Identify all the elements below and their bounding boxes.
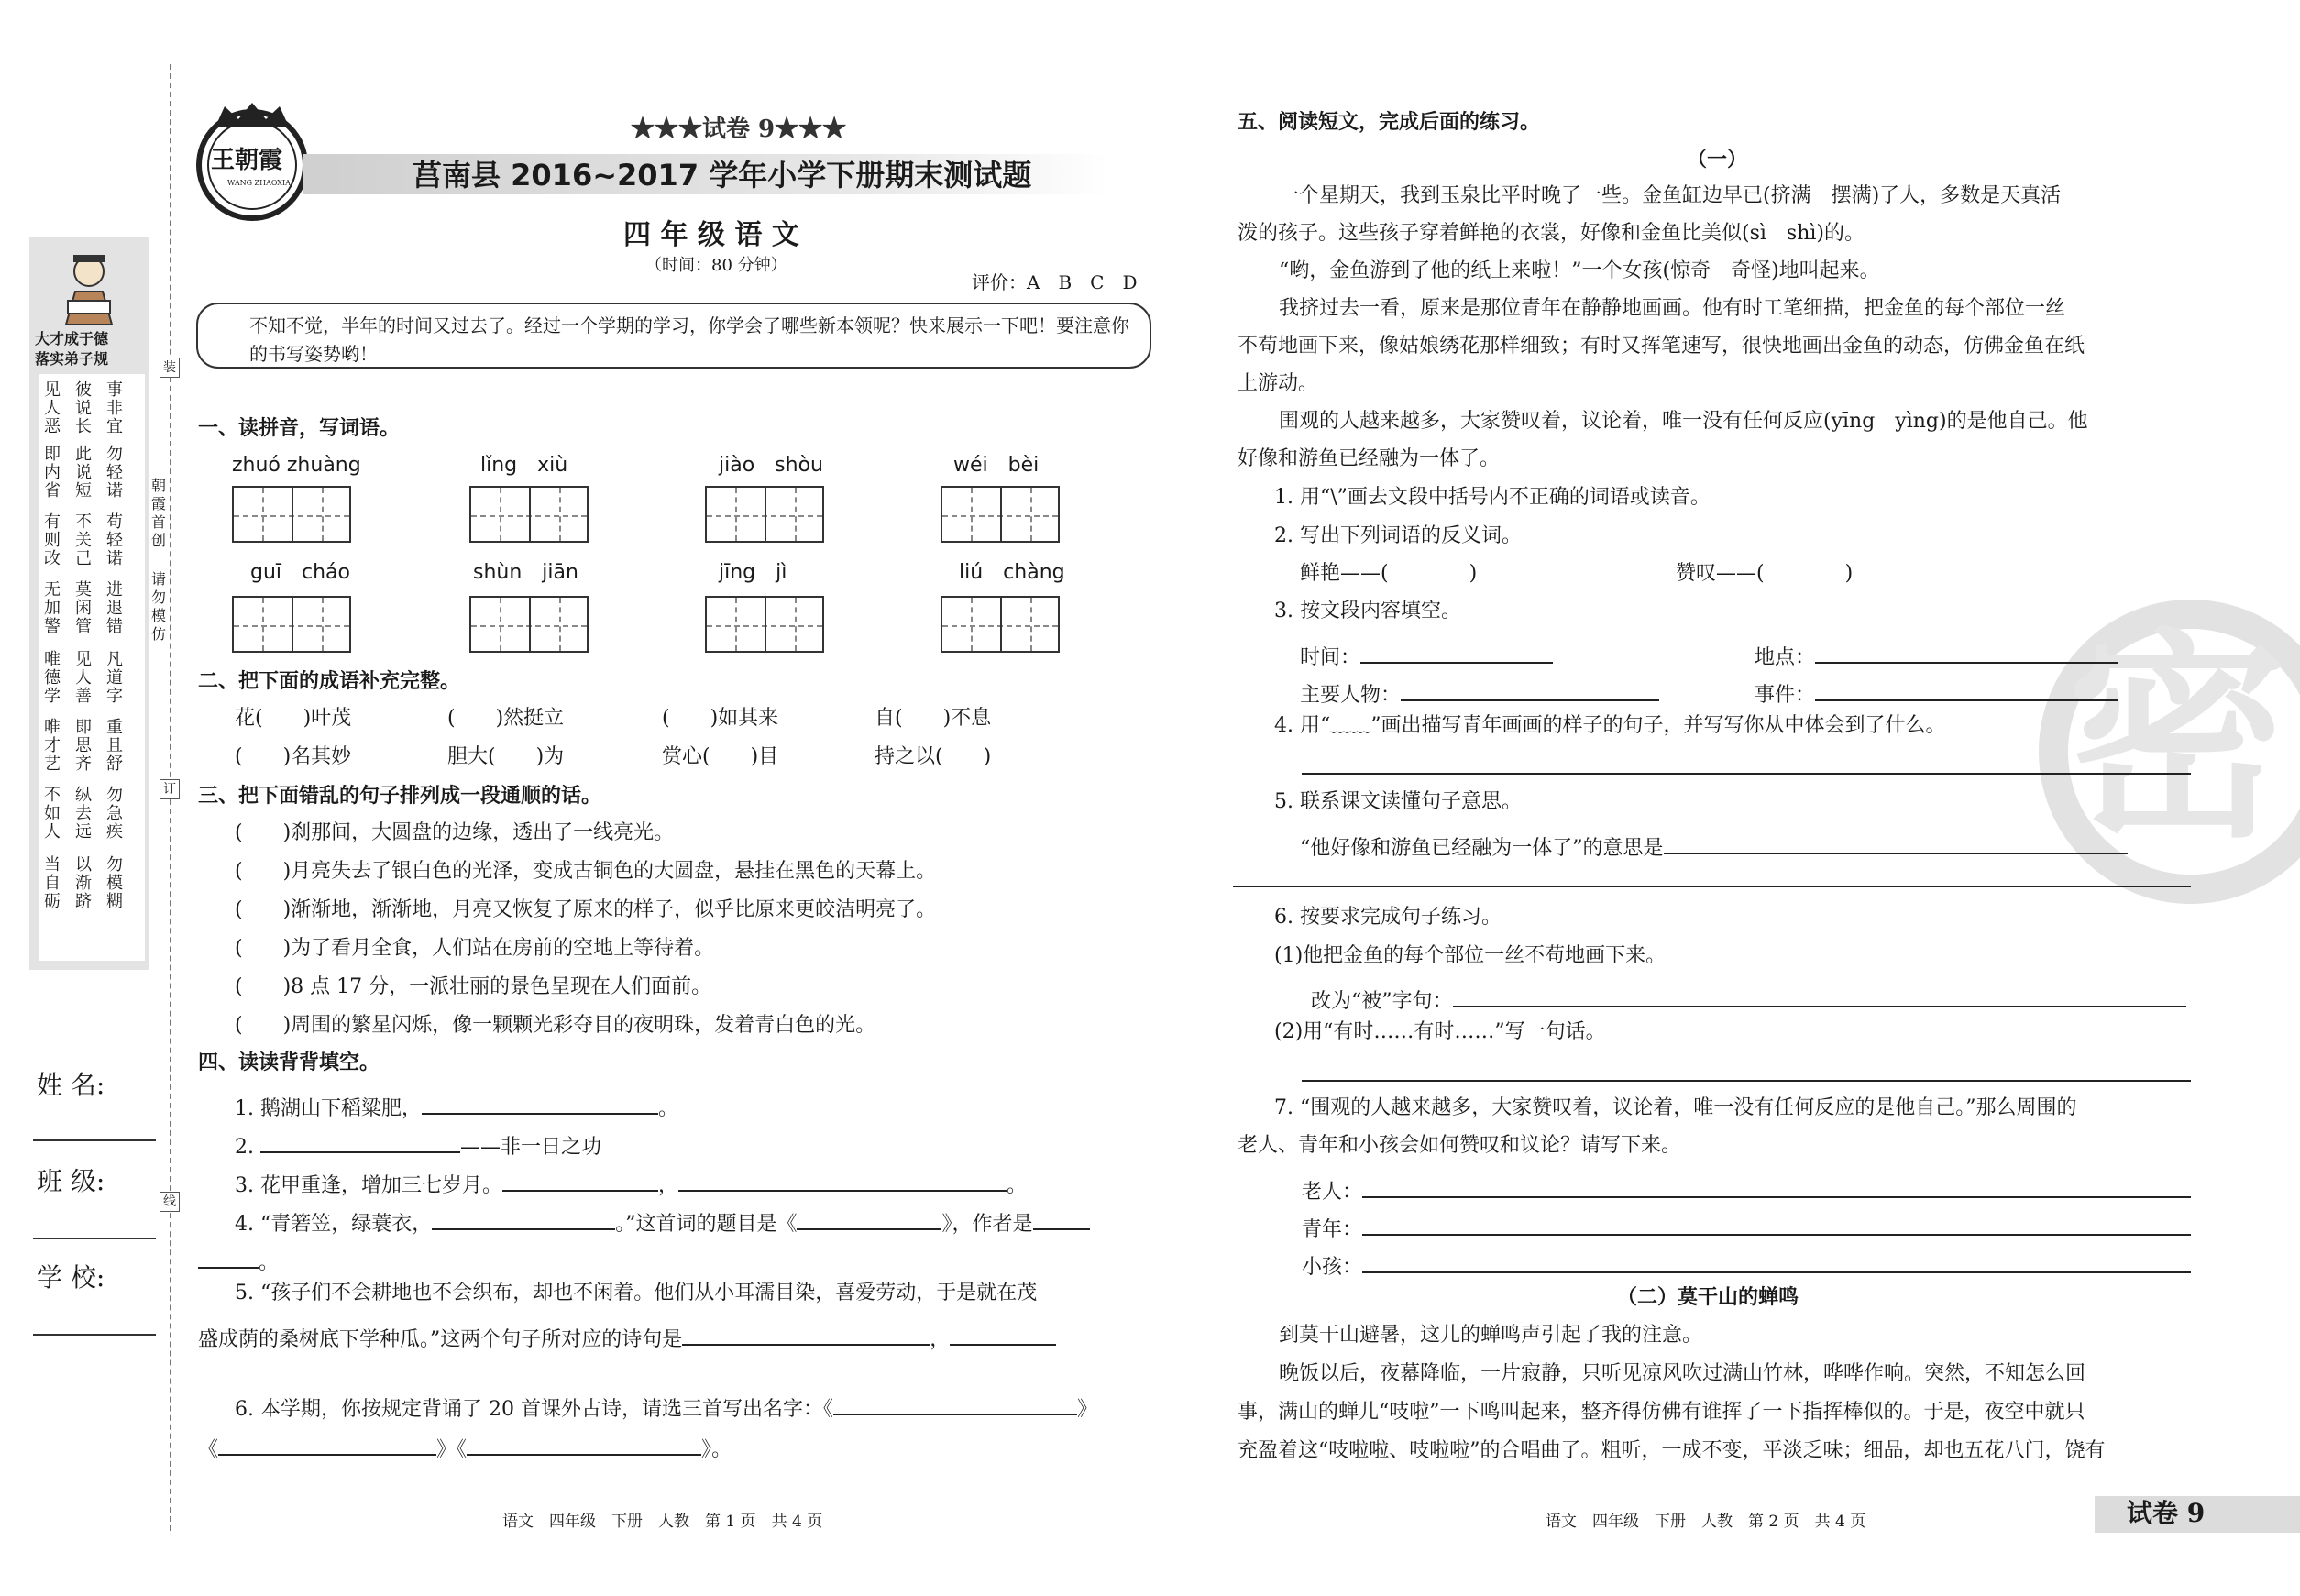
writing-grid[interactable] (232, 486, 351, 543)
answer-line[interactable] (1664, 831, 2128, 854)
writing-grid[interactable] (705, 486, 824, 543)
pinyin-4: wéi bèi (953, 454, 1040, 477)
reading-q5a: “他好像和游鱼已经融为一体了”的意思是 (1300, 831, 2128, 859)
watermark-char: 密 (2067, 609, 2288, 867)
fill-person: 主要人物： (1300, 677, 1659, 706)
idiom-item[interactable]: ( )如其来 (662, 707, 779, 730)
idiom-item[interactable]: 自( )不息 (875, 707, 992, 730)
sentence-item[interactable]: ( )刹那间，大圆盘的边缘，透出了一线亮光。 (235, 821, 675, 844)
part1-title: （一） (1687, 148, 1748, 171)
pinyin-1: zhuó zhuàng (232, 454, 361, 477)
reading-q5: 5. 联系课文读懂句子意思。 (1274, 790, 1522, 813)
idiom-item[interactable]: 赏心( )目 (662, 745, 779, 768)
answer-line[interactable] (432, 1206, 615, 1230)
scholar-figure-icon (48, 244, 130, 326)
writing-grid[interactable] (469, 486, 589, 543)
motto-col: 唯德学 (44, 650, 61, 706)
motto-col: 凡道字 (106, 650, 123, 706)
answer-line[interactable] (218, 1432, 436, 1456)
footer-tag: 试卷 9 (2127, 1498, 2206, 1528)
reading-q6: 6. 按要求完成句子练习。 (1274, 906, 1502, 929)
sentence-item[interactable]: ( )为了看月全食，人们站在房前的空地上等待着。 (235, 937, 715, 960)
answer-line[interactable] (1362, 1174, 2191, 1198)
reading-q4: 4. 用“﹏﹏”画出描写青年画画的样子的句子，并写写你从中体会到了什么。 (1274, 714, 1946, 737)
passage-line: 一个星期天，我到玉泉比平时晚了一些。金鱼缸边早已(挤满 摆满)了人，多数是天真活 (1279, 184, 2062, 207)
pinyin-7: jīng jì (719, 561, 787, 584)
rating-scale: 评价：A B C D (972, 271, 1138, 293)
motto-col: 唯才艺 (44, 718, 61, 774)
reading-q6-2: (2)用“有时……有时……”写一句话。 (1274, 1020, 1606, 1043)
motto-col: 当自砺 (44, 855, 61, 911)
fill-old: 老人： (1302, 1174, 2191, 1203)
reading-q6-1: (1)他把金鱼的每个部位一丝不苟地画下来。 (1274, 944, 1667, 967)
motto-col: 重且舒 (106, 718, 123, 774)
part2-title: （二）莫干山的蝉鸣 (1617, 1286, 1799, 1309)
passage-line: 泼的孩子。这些孩子穿着鲜艳的衣裳，好像和金鱼比美似(sì shì)的。 (1238, 222, 1865, 245)
name-label: 姓 名: (37, 1070, 105, 1100)
vertical-note-1: 朝霞首创 (150, 477, 166, 549)
motto-col: 即思齐 (75, 718, 92, 774)
section1-heading: 一、读拼音，写词语。 (198, 416, 401, 440)
passage2-line: 晚饭以后，夜幕降临，一片寂静，只听见凉风吹过满山竹林，哗哗作响。突然，不知怎么回 (1279, 1362, 2086, 1385)
answer-line[interactable] (1033, 1206, 1090, 1230)
poem-q1: 1. 鹅湖山下稻粱肥， 。 (235, 1091, 678, 1119)
motto-col: 彼说长 (75, 380, 92, 436)
answer-line[interactable] (678, 1168, 1007, 1192)
motto-col: 勿急疾 (106, 786, 123, 842)
motto-line-1: 大才成于德 (35, 330, 109, 347)
motto-col: 勿模糊 (106, 855, 123, 911)
motto-col: 见人善 (75, 650, 92, 706)
section2-heading: 二、把下面的成语补充完整。 (198, 669, 461, 693)
binding-mark-2: 订 (160, 779, 180, 799)
fill-kid: 小孩： (1302, 1249, 2191, 1278)
passage2-line: 事，满山的蝉儿“吱啦”一下鸣叫起来，整齐得仿佛有谁挥了一下指挥棒似的。于是，夜空中就只 (1238, 1401, 2085, 1424)
fill-place: 地点： (1755, 640, 2118, 668)
answer-line[interactable] (797, 1206, 941, 1230)
reading-q1: 1. 用“\”画去文段中括号内不正确的词语或读音。 (1274, 486, 1711, 509)
section4-heading: 四、读读背背填空。 (198, 1051, 380, 1074)
sentence-item[interactable]: ( )渐渐地，渐渐地，月亮又恢复了原来的样子，似乎比原来更皎洁明亮了。 (235, 898, 937, 921)
poem-q2: 2. ——非一日之功 (235, 1129, 601, 1158)
pinyin-6: shùn jiān (473, 561, 578, 584)
answer-line[interactable] (467, 1432, 701, 1456)
class-label: 班 级: (37, 1166, 105, 1196)
idiom-item[interactable]: ( )然挺立 (447, 707, 565, 730)
motto-col: 事非宜 (106, 380, 123, 436)
motto-col: 不关己 (75, 512, 92, 568)
answer-line[interactable] (950, 1322, 1056, 1346)
fill-event: 事件： (1755, 677, 2118, 706)
reading-q7a: 7. “围观的人越来越多，大家赞叹着，议论着，唯一没有任何反应的是他自己。”那么周围的 (1274, 1096, 2077, 1119)
idiom-item[interactable]: ( )名其妙 (235, 745, 352, 768)
sentence-item[interactable]: ( )月亮失去了银白色的光泽，变成古铜色的大圆盘，悬挂在黑色的天幕上。 (235, 860, 937, 883)
exam-title: 莒南县 2016~2017 学年小学下册期末测试题 (413, 158, 1032, 193)
motto-col: 见人恶 (44, 380, 61, 436)
sentence-item[interactable]: ( )周围的繁星闪烁，像一颗颗光彩夺目的夜明珠，发着青白色的光。 (235, 1014, 876, 1037)
binding-mark-1: 装 (160, 358, 180, 378)
answer-line[interactable] (682, 1322, 930, 1346)
reading-q6-1a: 改为“被”字句： (1311, 984, 2186, 1012)
answer-line[interactable] (1815, 640, 2118, 664)
motto-col: 进退错 (106, 580, 123, 636)
poem-q5b: 盛成荫的桑树底下学种瓜。”这两个句子所对应的诗句是 ， (198, 1322, 1056, 1350)
class-field[interactable] (33, 1238, 156, 1239)
motto-col: 即内省 (44, 445, 61, 501)
poem-q5a: 5. “孩子们不会耕地也不会织布，却也不闲着。他们从小耳濡目染，喜爱劳动，于是就在茂 (235, 1282, 1038, 1304)
answer-line[interactable] (1302, 773, 2191, 775)
answer-line[interactable] (1815, 677, 2118, 701)
motto-col: 苟轻诺 (106, 512, 123, 568)
motto-col: 不如人 (44, 786, 61, 842)
writing-grid[interactable] (469, 596, 589, 653)
poem-q6b: 《 》《 》。 (198, 1432, 732, 1460)
writing-grid[interactable] (705, 596, 824, 653)
footer-left: 语文 四年级 下册 人教 第 1 页 共 4 页 (502, 1513, 823, 1531)
reading-q7b: 老人、青年和小孩会如何赞叹和议论？请写下来。 (1238, 1134, 1682, 1157)
reading-q3: 3. 按文段内容填空。 (1274, 600, 1461, 622)
idiom-item[interactable]: 持之以( ) (875, 745, 992, 768)
answer-line[interactable] (502, 1168, 658, 1192)
sentence-item[interactable]: ( )8 点 17 分，一派壮丽的景色呈现在人们面前。 (235, 975, 712, 998)
antonym-1[interactable]: 鲜艳——( ) (1300, 562, 1478, 585)
passage-line: 上游动。 (1238, 372, 1319, 395)
antonym-2[interactable]: 赞叹——( ) (1676, 562, 1854, 585)
writing-grid[interactable] (941, 596, 1060, 653)
school-field[interactable] (33, 1334, 156, 1336)
intro-box: 不知不觉，半年的时间又过去了。经过一个学期的学习，你学会了哪些新本领呢？快来展示一下吧！要注意你的书写姿势哟！ (196, 303, 1151, 369)
subject-title: 四 年 级 语 文 (623, 219, 799, 251)
passage-line: 我挤过去一看，原来是那位青年在静静地画画。他有时工笔细描，把金鱼的每个部位一丝 (1279, 297, 2066, 320)
answer-line[interactable] (1302, 1080, 2191, 1082)
writing-grid[interactable] (232, 596, 351, 653)
passage2-line: 到莫干山避暑，这儿的蝉鸣声引起了我的注意。 (1279, 1324, 1703, 1347)
binding-mark-3: 线 (160, 1192, 180, 1212)
idiom-item[interactable]: 胆大( )为 (447, 745, 565, 768)
fill-young: 青年： (1302, 1212, 2191, 1240)
answer-line[interactable] (260, 1129, 460, 1153)
passage-line: 好像和游鱼已经融为一体了。 (1238, 447, 1501, 470)
motto-col: 以渐跻 (75, 855, 92, 911)
section3-heading: 三、把下面错乱的句子排列成一段通顺的话。 (198, 784, 602, 808)
answer-line[interactable] (1360, 640, 1553, 664)
school-label: 学 校: (37, 1262, 105, 1293)
pinyin-3: jiào shòu (719, 454, 823, 477)
answer-line[interactable] (1362, 1212, 2191, 1236)
fill-time: 时间： (1300, 640, 1553, 668)
name-field[interactable] (33, 1139, 156, 1141)
paper-label: ★★★试卷 9★★★ (631, 116, 847, 143)
poem-q4-cont: 。 (198, 1245, 279, 1273)
motto-col: 有则改 (44, 512, 61, 568)
pinyin-2: lǐng xiù (480, 454, 568, 477)
answer-line[interactable] (833, 1392, 1077, 1415)
passage2-line: 充盈着这“吱啦啦、吱啦啦”的合唱曲了。粗听，一成不变，平淡乏味；细品，却也五花八门，饶有 (1238, 1439, 2106, 1462)
pinyin-5: guī cháo (250, 561, 351, 584)
section5-heading: 五、阅读短文，完成后面的练习。 (1238, 110, 1541, 134)
motto-col: 莫闲管 (75, 580, 92, 636)
passage-line: 围观的人越来越多，大家赞叹着，议论着，唯一没有任何反应(yīng yìng)的是他自己。他 (1279, 410, 2088, 433)
motto-col: 无加警 (44, 580, 61, 636)
time-limit: （时间：80 分钟） (645, 256, 787, 275)
motto-col: 纵去远 (75, 786, 92, 842)
motto-col: 勿轻诺 (106, 445, 123, 501)
logo-text: 王朝霞 (211, 147, 283, 174)
logo-sub: WANG ZHAOXIA (227, 179, 291, 187)
footer-right: 语文 四年级 下册 人教 第 2 页 共 4 页 (1546, 1513, 1866, 1531)
poem-q3: 3. 花甲重逢，增加三七岁月。 ， 。 (235, 1168, 1027, 1196)
motto-col: 此说短 (75, 445, 92, 501)
poem-q4: 4. “青箬笠，绿蓑衣， 。”这首词的题目是《 》，作者是 (235, 1206, 1090, 1235)
motto-panel (29, 237, 149, 970)
motto-line-2: 落实弟子规 (35, 350, 109, 368)
pinyin-8: liú chàng (959, 561, 1065, 584)
poem-q6a: 6. 本学期，你按规定背诵了 20 首课外古诗，请选三首写出名字：《 》 (235, 1392, 1097, 1420)
reading-q2: 2. 写出下列词语的反义词。 (1274, 524, 1522, 547)
answer-line[interactable] (1233, 886, 2191, 887)
answer-line[interactable] (1362, 1249, 2191, 1273)
passage-line: 不苟地画下来，像姑娘绣花那样细致；有时又挥笔速写，很快地画出金鱼的动态，仿佛金鱼在纸 (1238, 335, 2085, 358)
answer-line[interactable] (1453, 984, 2186, 1007)
passage-line: “哟，金鱼游到了他的纸上来啦！”一个女孩(惊奇 奇怪)地叫起来。 (1279, 259, 1880, 282)
answer-line[interactable] (1401, 677, 1659, 701)
answer-line[interactable] (198, 1245, 259, 1269)
vertical-note-2: 请勿模仿 (150, 570, 166, 643)
writing-grid[interactable] (941, 486, 1060, 543)
idiom-item[interactable]: 花( )叶茂 (235, 707, 352, 730)
answer-line[interactable] (422, 1091, 658, 1115)
